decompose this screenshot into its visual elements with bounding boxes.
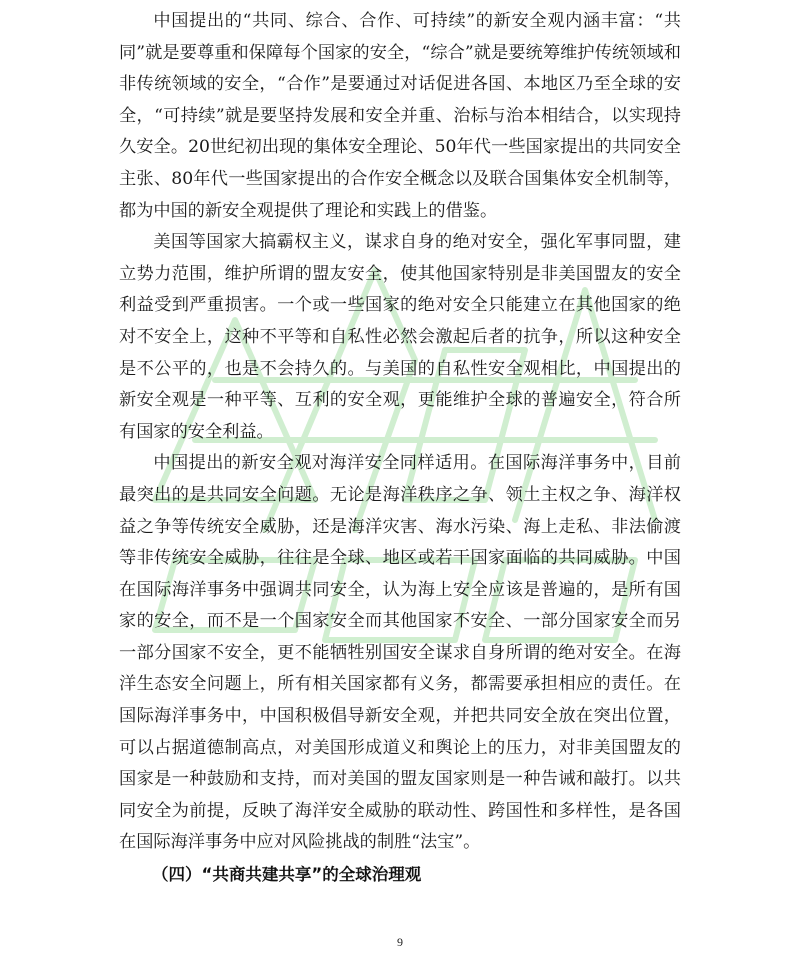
- paragraph-new-security-concept: 中国提出的“共同、综合、合作、可持续”的新安全观内涵丰富：“共同”就是要尊重和保障每个国家的安全，“综合”就是要统筹维护传统领域和非传统领域的安全，“合作”是要通过对话促进各国、本地区乃至全球的安全，“可持续”就是要坚持发展和安全并重、治标与治本相结合，以实现持久安全。20世纪初出现的集体安全理论、50年代一些国家提出的共同安全主张、80年代一些国家提出的合作安全概念以及联合国集体安全机制等，都为中国的新安全观提供了理论和实践上的借鉴。: [119, 11, 681, 221]
- page-number: 9: [397, 935, 403, 949]
- paragraph-us-hegemony: 美国等国家大搞霸权主义，谋求自身的绝对安全，强化军事同盟，建立势力范围，维护所谓的盟友安全，使其他国家特别是非美国盟友的安全利益受到严重损害。一个或一些国家的绝对安全只能建立在其他国家的绝对不安全上，这种不平等和自私性必然会激起后者的抗争，所以这种安全是不公平的，也是不会持久的。与美国的自私性安全观相比，中国提出的新安全观是一种平等、互利的安全观，更能维护全球的普遍安全，符合所有国家的安全利益。: [119, 232, 681, 442]
- section-heading: （四）“共商共建共享”的全球治理观: [152, 865, 422, 885]
- document-body: [119, 6, 681, 891]
- paragraph-maritime-security: 中国提出的新安全观对海洋安全同样适用。在国际海洋事务中，目前最突出的是共同安全问题。无论是海洋秩序之争、领土主权之争、海洋权益之争等传统安全威胁，还是海洋灾害、海水污染、海上走私、非法偷渡等非传统安全威胁，往往是全球、地区或若干国家面临的共同威胁。中国在国际海洋事务中强调共同安全，认为海上安全应该是普遍的，是所有国家的安全，而不是一个国家安全而其他国家不安全、一部分国家安全而另一部分国家不安全，更不能牺牲别国安全谋求自身所谓的绝对安全。在海洋生态安全问题上，所有相关国家都有义务，都需要承担相应的责任。在国际海洋事务中，中国积极倡导新安全观，并把共同安全放在突出位置，可以占据道德制高点，对美国形成道义和舆论上的压力，对非美国盟友的国家是一种鼓励和支持，而对美国的盟友国家则是一种告诫和敲打。以共同安全为前提，反映了海洋安全威胁的联动性、跨国性和多样性，是各国在国际海洋事务中应对风险挑战的制胜“法宝”。: [119, 453, 681, 853]
